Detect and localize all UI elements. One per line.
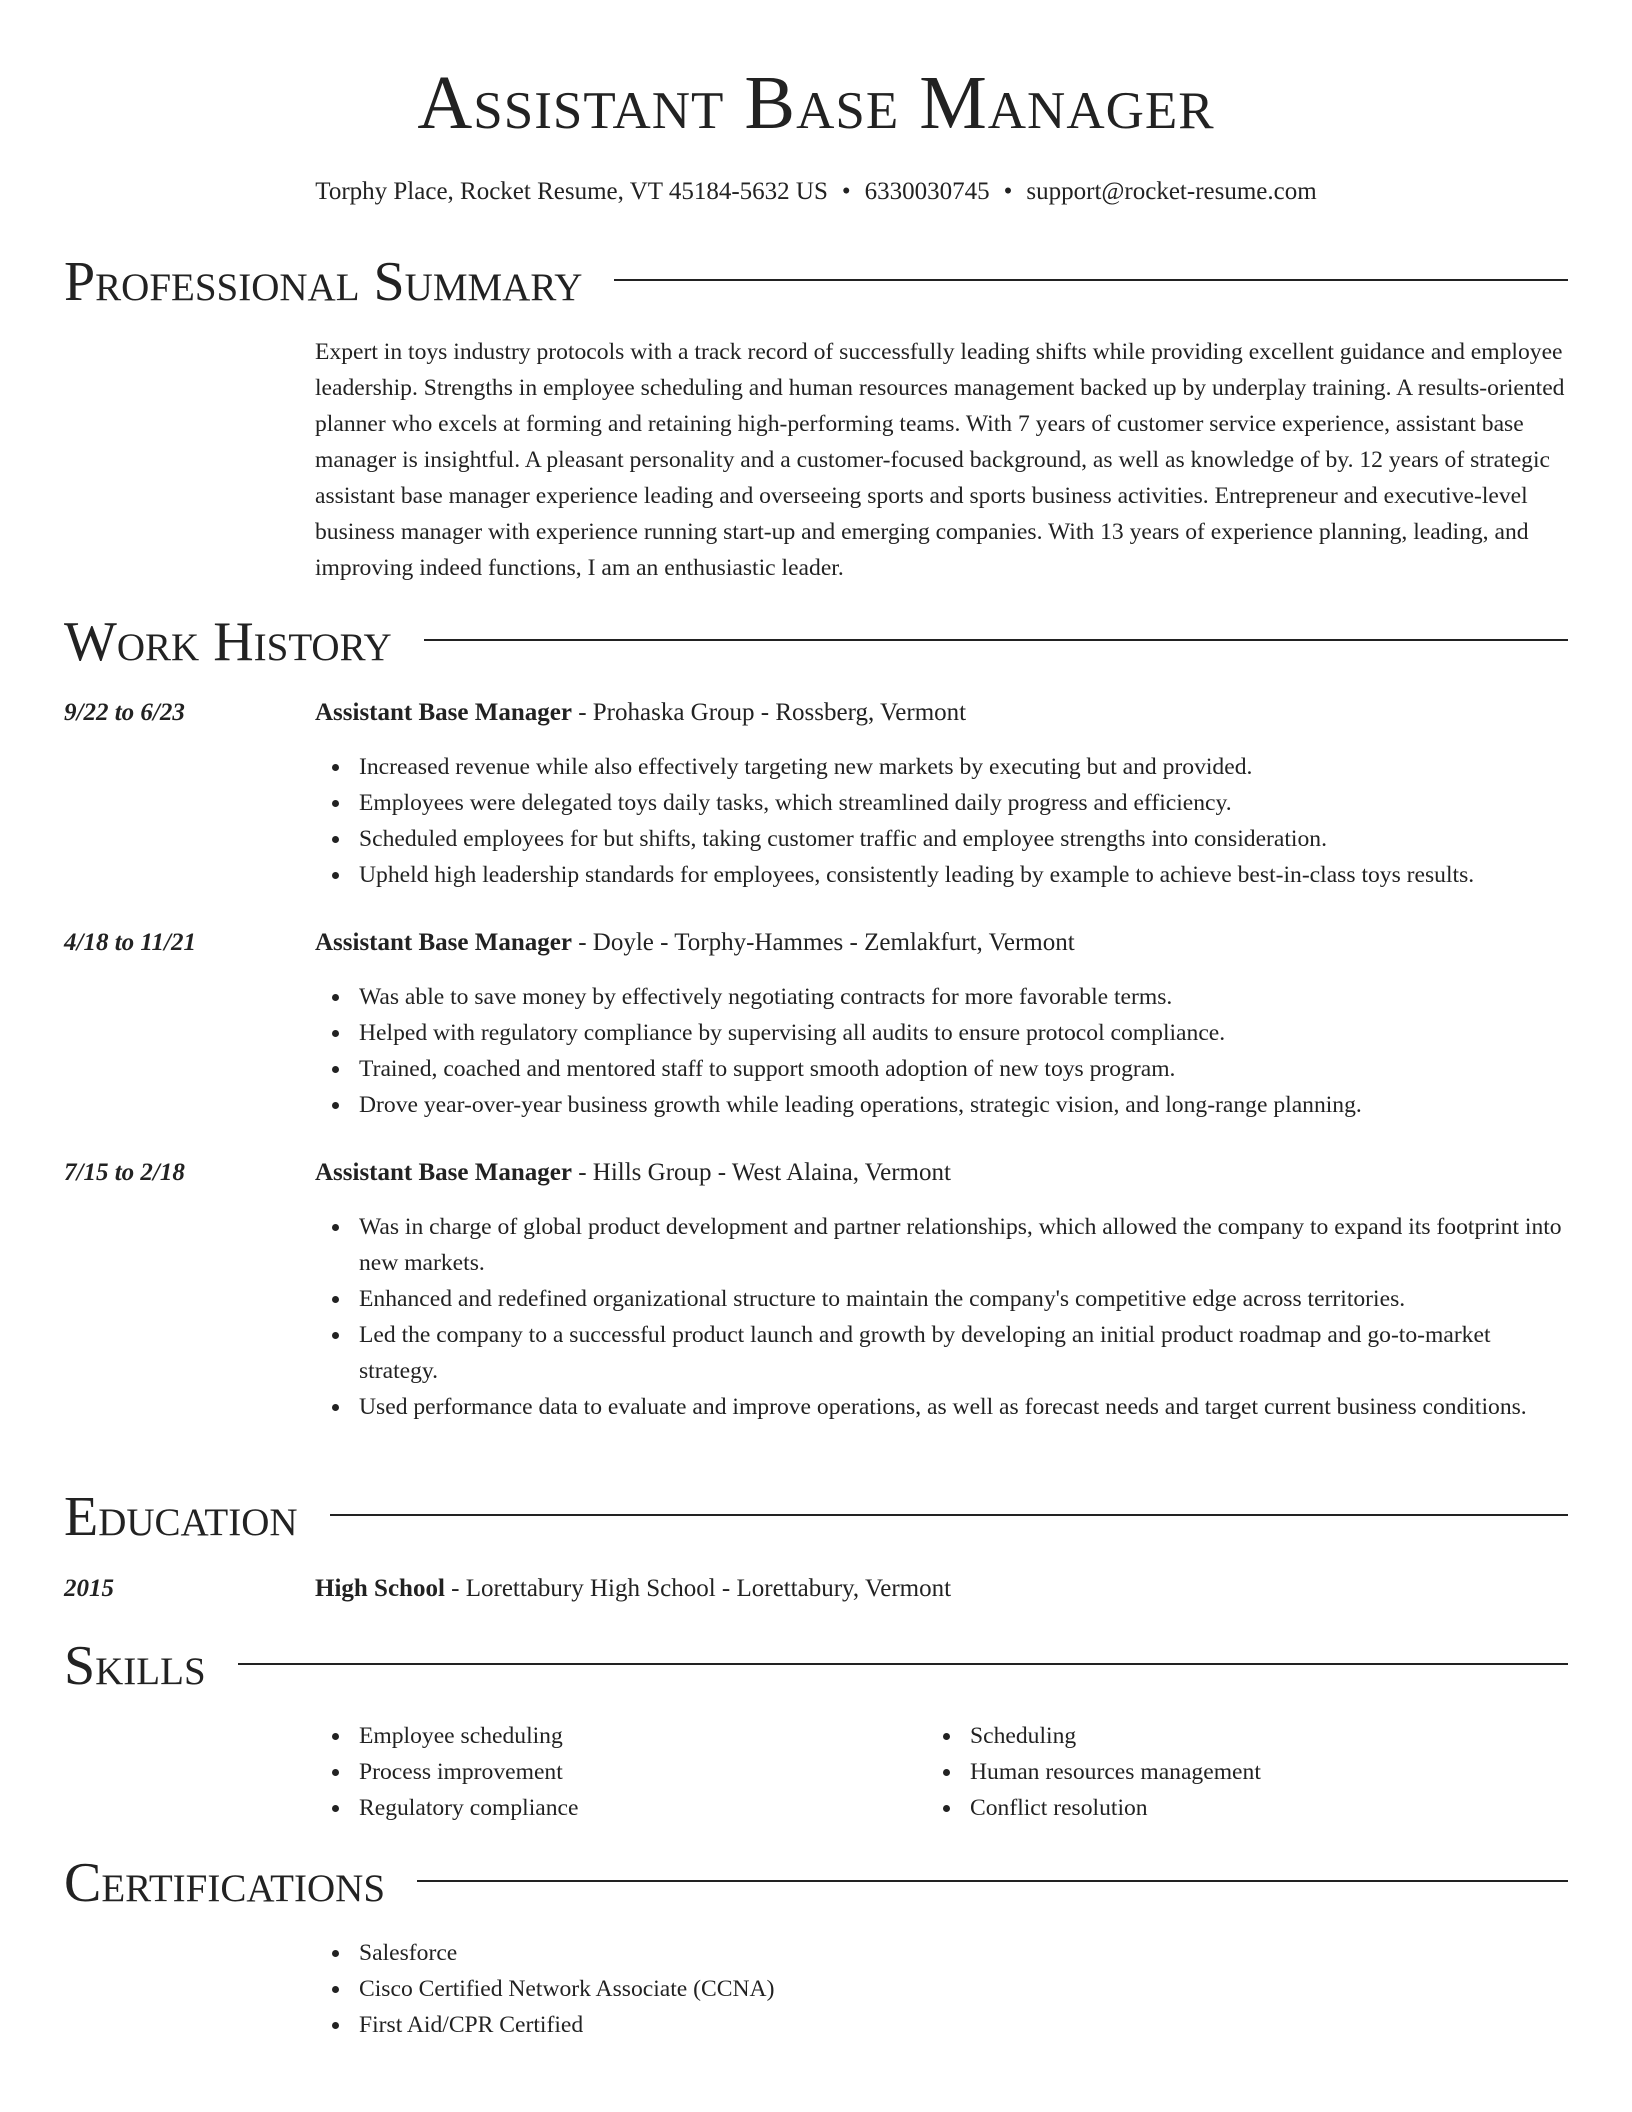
skill-item: Process improvement: [359, 1754, 915, 1790]
section-header-summary: [64, 250, 1568, 314]
contact-address: Torphy Place, Rocket Resume, VT 45184-5632 US: [315, 178, 828, 205]
section-divider: [238, 1663, 1568, 1665]
section-header-education: [64, 1485, 1568, 1549]
section-divider: [614, 279, 1568, 281]
list-item: Enhanced and redefined organizational structure to maintain the company's competitive edge across territories.: [359, 1281, 1568, 1317]
skills-list-right: [926, 1718, 1568, 1826]
certification-item: Cisco Certified Network Associate (CCNA): [359, 1971, 1568, 2007]
section-header-work: [64, 610, 1568, 674]
section-title-certifications: Certifications: [64, 1852, 386, 1914]
list-item: Was able to save money by effectively negotiating contracts for more favorable terms.: [359, 979, 1568, 1015]
job-heading: [315, 1155, 951, 1191]
list-item: Drove year-over-year business growth while leading operations, strategic vision, and long-range planning.: [359, 1087, 1568, 1123]
section-title-education: Education: [64, 1486, 298, 1548]
job-dates: 9/22 to 6/23: [64, 699, 185, 726]
contact-email: support@rocket-resume.com: [1026, 178, 1317, 205]
job-dates: 7/15 to 2/18: [64, 1159, 185, 1186]
job-bullets: [315, 979, 1568, 1123]
certifications-list: [315, 1935, 1568, 2043]
education-details: - Lorettabury High School - Lorettabury, Vermont: [444, 1575, 952, 1602]
skills-list-left: [315, 1718, 915, 1826]
skill-item: Employee scheduling: [359, 1718, 915, 1754]
job-title: Assistant Base Manager: [315, 929, 572, 956]
section-divider: [417, 1880, 1568, 1882]
certification-item: First Aid/CPR Certified: [359, 2007, 1568, 2043]
skill-item: Scheduling: [970, 1718, 1568, 1754]
job-title: Assistant Base Manager: [315, 1159, 572, 1186]
contact-line: [64, 174, 1568, 210]
section-title-skills: Skills: [64, 1635, 206, 1697]
education-year: 2015: [64, 1575, 114, 1602]
contact-phone: 6330030745: [864, 178, 990, 205]
list-item: Trained, coached and mentored staff to support smooth adoption of new toys program.: [359, 1051, 1568, 1087]
resume-name: Assistant Base Manager: [417, 61, 1215, 145]
job-heading: [315, 695, 966, 731]
job-details: - Doyle - Torphy-Hammes - Zemlakfurt, Vermont: [571, 929, 1075, 956]
list-item: Was in charge of global product development and partner relationships, which allowed the company to expand its footprint into new markets.: [359, 1209, 1568, 1281]
contact-separator: •: [841, 178, 851, 205]
job-details: - Hills Group - West Alaina, Vermont: [571, 1159, 951, 1186]
section-title-summary: Professional Summary: [64, 251, 583, 313]
job-heading: [315, 925, 1075, 961]
list-item: Led the company to a successful product launch and growth by developing an initial product roadmap and go-to-market strategy.: [359, 1317, 1568, 1389]
skill-item: Conflict resolution: [970, 1790, 1568, 1826]
section-title-work: Work History: [64, 611, 392, 673]
summary-text: Expert in toys industry protocols with a track record of successfully leading shifts while providing excellent guidance and employee leadership. Strengths in employee scheduling and human resources management backed up by underplay training. A results-oriented planner who excels at forming and retaining high-performing teams. With 7 years of customer service experience, assistant base manager is insightful. A pleasant personality and a customer-focused background, as well as knowledge of by. 12 years of strategic assistant base manager experience leading and overseeing sports and sports business activities. Entrepreneur and executive-level business manager with experience running start-up and emerging companies. With 13 years of experience planning, leading, and improving indeed functions, I am an enthusiastic leader.: [315, 339, 1565, 581]
section-divider: [330, 1514, 1568, 1516]
contact-separator: •: [1003, 178, 1013, 205]
list-item: Helped with regulatory compliance by supervising all audits to ensure protocol compliance.: [359, 1015, 1568, 1051]
skill-item: Human resources management: [970, 1754, 1568, 1790]
section-header-skills: [64, 1634, 1568, 1698]
job-dates: 4/18 to 11/21: [64, 929, 196, 956]
skill-item: Regulatory compliance: [359, 1790, 915, 1826]
list-item: Used performance data to evaluate and improve operations, as well as forecast needs and target current business conditions.: [359, 1389, 1568, 1425]
list-item: Increased revenue while also effectively targeting new markets by executing but and provided.: [359, 749, 1568, 785]
certification-item: Salesforce: [359, 1935, 1568, 1971]
section-divider: [424, 639, 1568, 641]
job-details: - Prohaska Group - Rossberg, Vermont: [571, 699, 967, 726]
list-item: Scheduled employees for but shifts, taking customer traffic and employee strengths into consideration.: [359, 821, 1568, 857]
education-heading: [315, 1571, 951, 1607]
list-item: Employees were delegated toys daily tasks, which streamlined daily progress and efficiency.: [359, 785, 1568, 821]
section-header-certifications: [64, 1851, 1568, 1915]
education-degree: High School: [315, 1575, 445, 1602]
job-title: Assistant Base Manager: [315, 699, 572, 726]
job-bullets: [315, 1209, 1568, 1425]
list-item: Upheld high leadership standards for employees, consistently leading by example to achieve best-in-class toys results.: [359, 857, 1568, 893]
job-bullets: [315, 749, 1568, 893]
